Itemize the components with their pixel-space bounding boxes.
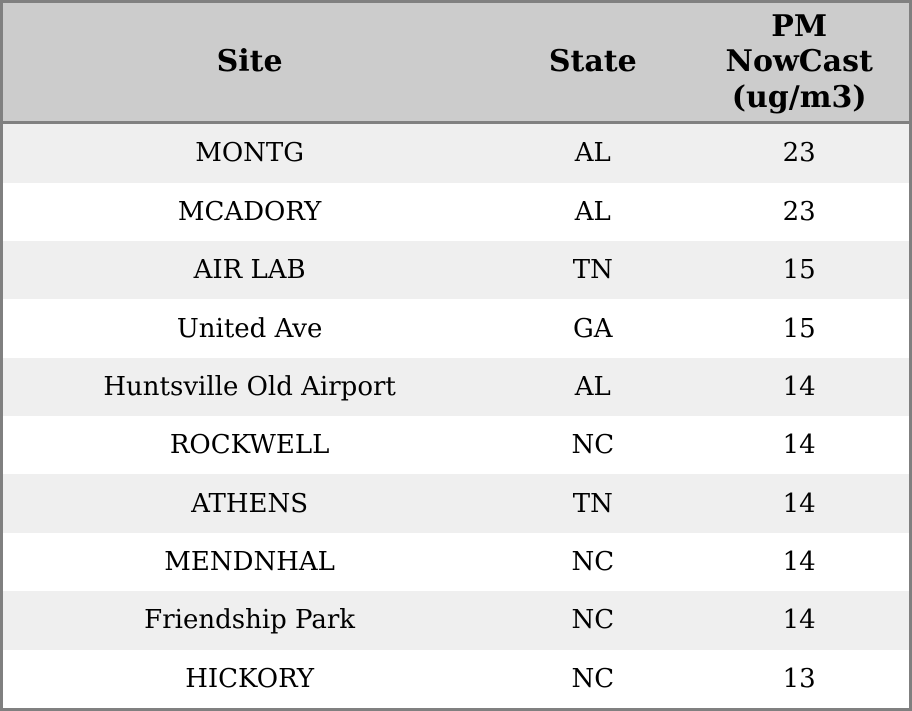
cell-site: Huntsville Old Airport bbox=[3, 358, 496, 416]
column-header-state: State bbox=[496, 3, 689, 123]
air-quality-table bbox=[3, 3, 909, 708]
cell-site: ROCKWELL bbox=[3, 416, 496, 474]
cell-value: 14 bbox=[689, 416, 909, 474]
column-header-pm-nowcast-line-3: (ug/m3) bbox=[731, 79, 867, 115]
cell-state: AL bbox=[496, 358, 689, 416]
table-row bbox=[3, 358, 909, 416]
cell-site: United Ave bbox=[3, 299, 496, 357]
table-row bbox=[3, 650, 909, 708]
cell-state: TN bbox=[496, 241, 689, 299]
table-header bbox=[3, 3, 909, 123]
column-header-pm-nowcast-line-2: NowCast bbox=[725, 44, 873, 80]
cell-state: NC bbox=[496, 533, 689, 591]
cell-value: 15 bbox=[689, 241, 909, 299]
table-row bbox=[3, 183, 909, 241]
column-header-pm-nowcast-line-1: PM bbox=[771, 9, 828, 44]
table-row bbox=[3, 474, 909, 532]
cell-site: Friendship Park bbox=[3, 591, 496, 649]
cell-site: MONTG bbox=[3, 123, 496, 183]
column-header-site: Site bbox=[3, 3, 496, 123]
cell-state: GA bbox=[496, 299, 689, 357]
cell-value: 14 bbox=[689, 591, 909, 649]
table-row bbox=[3, 591, 909, 649]
cell-value: 14 bbox=[689, 533, 909, 591]
table-header-row bbox=[3, 3, 909, 123]
table-row bbox=[3, 299, 909, 357]
cell-state: AL bbox=[496, 123, 689, 183]
cell-site: MENDNHAL bbox=[3, 533, 496, 591]
column-header-pm-nowcast bbox=[689, 3, 909, 123]
cell-site: ATHENS bbox=[3, 474, 496, 532]
table-row bbox=[3, 416, 909, 474]
cell-site: HICKORY bbox=[3, 650, 496, 708]
cell-value: 13 bbox=[689, 650, 909, 708]
table-row bbox=[3, 123, 909, 183]
cell-value: 15 bbox=[689, 299, 909, 357]
cell-site: AIR LAB bbox=[3, 241, 496, 299]
cell-state: NC bbox=[496, 650, 689, 708]
cell-state: AL bbox=[496, 183, 689, 241]
table-row bbox=[3, 241, 909, 299]
cell-value: 23 bbox=[689, 123, 909, 183]
cell-value: 23 bbox=[689, 183, 909, 241]
cell-value: 14 bbox=[689, 474, 909, 532]
cell-site: MCADORY bbox=[3, 183, 496, 241]
cell-state: NC bbox=[496, 416, 689, 474]
cell-state: NC bbox=[496, 591, 689, 649]
table-body bbox=[3, 123, 909, 708]
cell-value: 14 bbox=[689, 358, 909, 416]
table-row bbox=[3, 533, 909, 591]
cell-state: TN bbox=[496, 474, 689, 532]
